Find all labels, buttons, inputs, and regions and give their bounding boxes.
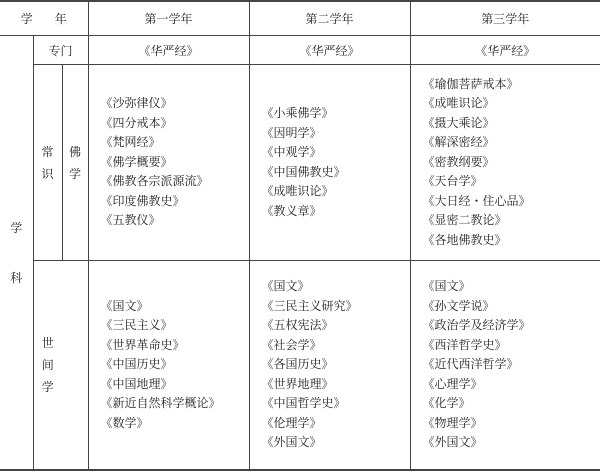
zhuanmen-year-1: 《华严经》	[88, 36, 249, 65]
changshi-row	[0, 65, 600, 261]
xueke-char-2: 科	[10, 270, 23, 285]
list-item: 《化学》	[422, 396, 471, 411]
zhuanmen-row	[0, 36, 600, 65]
list-item: 《天台学》	[422, 174, 483, 189]
list-item: 《三民主义研究》	[261, 298, 358, 313]
list-item: 《大日经・住心品》	[422, 193, 531, 208]
zhuanmen-year-3: 《华严经》	[410, 36, 600, 65]
list-item: 《孙文学说》	[422, 298, 495, 313]
list-item: 《西洋哲学史》	[422, 337, 507, 352]
changshi-year-2	[249, 65, 410, 261]
list-item: 《国文》	[261, 279, 310, 294]
shijian-year-3	[410, 261, 600, 471]
zhuanmen-label: 专门	[33, 36, 88, 65]
list-item: 《外国文》	[261, 435, 322, 450]
list-item: 《世界革命史》	[100, 337, 185, 352]
list-item: 《五权宪法》	[261, 318, 334, 333]
list-item: 《各地佛教史》	[422, 232, 507, 247]
fojiao-label	[62, 65, 88, 261]
shijian-char-2: 间	[41, 358, 54, 372]
list-item: 《政治学及经济学》	[422, 318, 531, 333]
list-item: 《数学》	[100, 415, 149, 430]
changshi-char-1: 常	[41, 144, 54, 159]
list-item: 《新近自然科学概论》	[100, 396, 221, 411]
changshi-year-3	[410, 65, 600, 261]
zhuanmen-year-2: 《华严经》	[249, 36, 410, 65]
list-item: 《中国历史》	[100, 357, 173, 372]
shijian-year-1	[88, 261, 249, 471]
list-item: 《世界地理》	[261, 376, 334, 391]
list-item: 《各国历史》	[261, 357, 334, 372]
shijian-spacer	[62, 261, 88, 471]
list-item: 《国文》	[422, 279, 471, 294]
list-item: 《成唯识论》	[422, 96, 495, 111]
header-year-2: 第二学年	[249, 1, 410, 36]
list-item: 《教义章》	[261, 203, 322, 218]
list-item: 《伦理学》	[261, 415, 322, 430]
list-item: 《佛学概要》	[100, 154, 173, 169]
list-item: 《解深密经》	[422, 135, 495, 150]
shijian-row	[0, 261, 600, 471]
list-item: 《国文》	[100, 298, 149, 313]
fojiao-char-1: 佛	[69, 144, 82, 159]
list-item: 《中观学》	[261, 145, 322, 159]
list-item: 《中国佛教史》	[261, 164, 346, 179]
list-item: 《小乘佛学》	[261, 106, 334, 120]
list-item: 《四分戒本》	[100, 115, 173, 130]
list-item: 《社会学》	[261, 337, 322, 352]
list-item: 《中国哲学史》	[261, 396, 346, 411]
header-year-3: 第三学年	[410, 1, 600, 36]
header-label-right: 年	[54, 12, 67, 26]
header-label-left: 学	[20, 12, 33, 26]
list-item: 《摄大乘论》	[422, 115, 495, 130]
list-item: 《物理学》	[422, 415, 483, 430]
header-year-label	[0, 1, 88, 36]
list-item: 《梵网经》	[100, 135, 161, 150]
changshi-year-1	[88, 65, 249, 261]
list-item: 《印度佛教史》	[100, 193, 185, 208]
xueke-cell	[0, 36, 33, 471]
shijian-char-3: 学	[41, 380, 54, 394]
shijian-char-1: 世	[41, 336, 54, 350]
header-row	[0, 1, 600, 36]
list-item: 《近代西洋哲学》	[422, 357, 519, 372]
shijian-year-2	[249, 261, 410, 471]
list-item: 《佛教各宗派源流》	[100, 174, 209, 189]
list-item: 《中国地理》	[100, 376, 173, 391]
list-item: 《密教纲要》	[422, 154, 495, 169]
list-item: 《外国文》	[422, 435, 483, 450]
list-item: 《心理学》	[422, 376, 483, 391]
changshi-label	[33, 65, 62, 261]
list-item: 《因明学》	[261, 125, 322, 140]
fojiao-char-2: 学	[69, 166, 82, 181]
list-item: 《沙弥律仪》	[100, 96, 173, 111]
list-item: 《三民主义》	[100, 318, 173, 333]
list-item: 《显密二教论》	[422, 213, 507, 228]
changshi-char-2: 识	[41, 166, 54, 181]
list-item: 《五教仪》	[100, 213, 161, 228]
shijian-label	[33, 261, 62, 471]
list-item: 《瑜伽菩萨戒本》	[422, 76, 519, 91]
list-item: 《成唯识论》	[261, 184, 334, 198]
xueke-char-1: 学	[10, 220, 23, 235]
header-year-1: 第一学年	[88, 1, 249, 36]
